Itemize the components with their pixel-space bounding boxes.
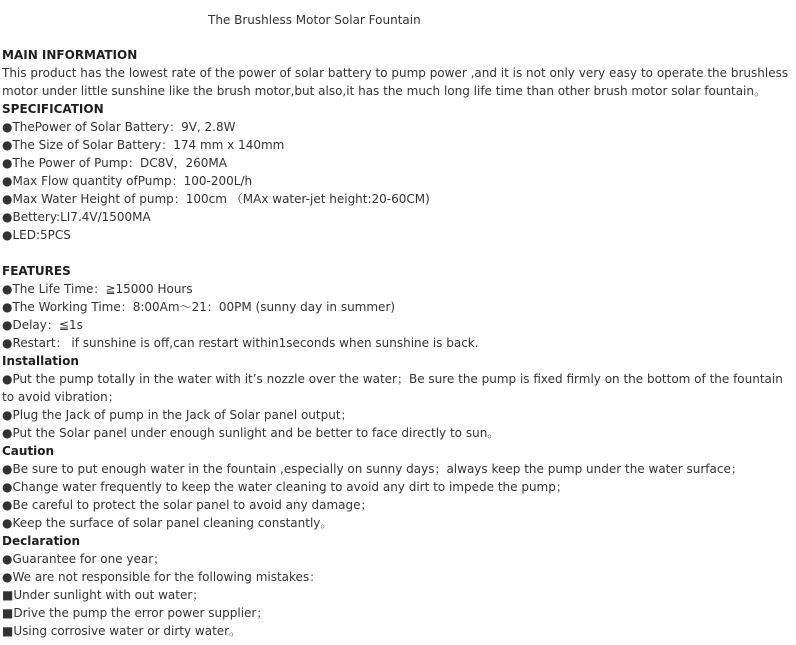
- declaration-item-not-responsible: ●We are not responsible for the following mistakes：: [2, 570, 322, 584]
- document-title: The Brushless Motor Solar Fountain: [208, 13, 421, 27]
- specification-heading: SPECIFICATION: [2, 102, 104, 116]
- installation-item-put-pump: ●Put the pump totally in the water with it’s nozzle over the water；Be sure the pump is fixed firmly on the bottom of the fountain to avoid vibration；: [2, 372, 783, 404]
- main-information-heading: MAIN INFORMATION: [2, 48, 138, 62]
- declaration-item-wrong-power: ■Drive the pump the error power supplier；: [2, 606, 269, 620]
- spec-item-battery: ●Bettery:LI7.4V/1500MA: [2, 210, 151, 224]
- declaration-item-guarantee: ●Guarantee for one year；: [2, 552, 166, 566]
- installation-heading: Installation: [2, 354, 79, 368]
- feature-item-restart: ●Restart： if sunshine is off,can restart within1seconds when sunshine is back.: [2, 336, 479, 350]
- caution-item-clean-panel: ●Keep the surface of solar panel cleaning constantly。: [2, 516, 333, 530]
- features-heading: FEATURES: [2, 264, 71, 278]
- spec-item-max-height: ●Max Water Height of pump：100cm （MAx water-jet height:20-60CM): [2, 192, 430, 206]
- feature-item-working-time: ●The Working Time：8:00Am～21：00PM (sunny day in summer): [2, 300, 396, 314]
- feature-item-delay: ●Delay：≦1s: [2, 318, 83, 332]
- spec-item-max-flow: ●Max Flow quantity ofPump：100-200L/h: [2, 174, 253, 188]
- caution-heading: Caution: [2, 444, 55, 458]
- installation-item-plug-jack: ●Plug the Jack of pump in the Jack of Solar panel output；: [2, 408, 353, 422]
- declaration-heading: Declaration: [2, 534, 81, 548]
- installation-item-solar-panel: ●Put the Solar panel under enough sunlight and be better to face directly to sun。: [2, 426, 500, 440]
- spec-item-led: ●LED:5PCS: [2, 228, 71, 242]
- spec-item-battery-size: ●The Size of Solar Battery：174 mm x 140mm: [2, 138, 285, 152]
- caution-item-water: ●Be sure to put enough water in the fountain ,especially on sunny days；always keep the pump under the water surface；: [2, 462, 743, 476]
- declaration-item-corrosive-water: ■Using corrosive water or dirty water。: [2, 624, 242, 638]
- main-information-text: This product has the lowest rate of the power of solar battery to pump power ,and it is not only very easy to operate the brushless motor under little sunshine like the brush motor,but also,it has the much long life time than other brush motor solar fountain。: [2, 66, 789, 98]
- section-spacer: [2, 244, 792, 262]
- spec-item-pump-power: ●The Power of Pump：DC8V，260MA: [2, 156, 227, 170]
- declaration-item-no-water: ■Under sunlight with out water；: [2, 588, 205, 602]
- caution-item-protect-panel: ●Be careful to protect the solar panel to avoid any damage；: [2, 498, 373, 512]
- document-body: [2, 46, 792, 640]
- feature-item-life-time: ●The Life Time：≧15000 Hours: [2, 282, 193, 296]
- spec-item-battery-power: ●ThePower of Solar Battery：9V, 2.8W: [2, 120, 236, 134]
- caution-item-change-water: ●Change water frequently to keep the water cleaning to avoid any dirt to impede the pump；: [2, 480, 568, 494]
